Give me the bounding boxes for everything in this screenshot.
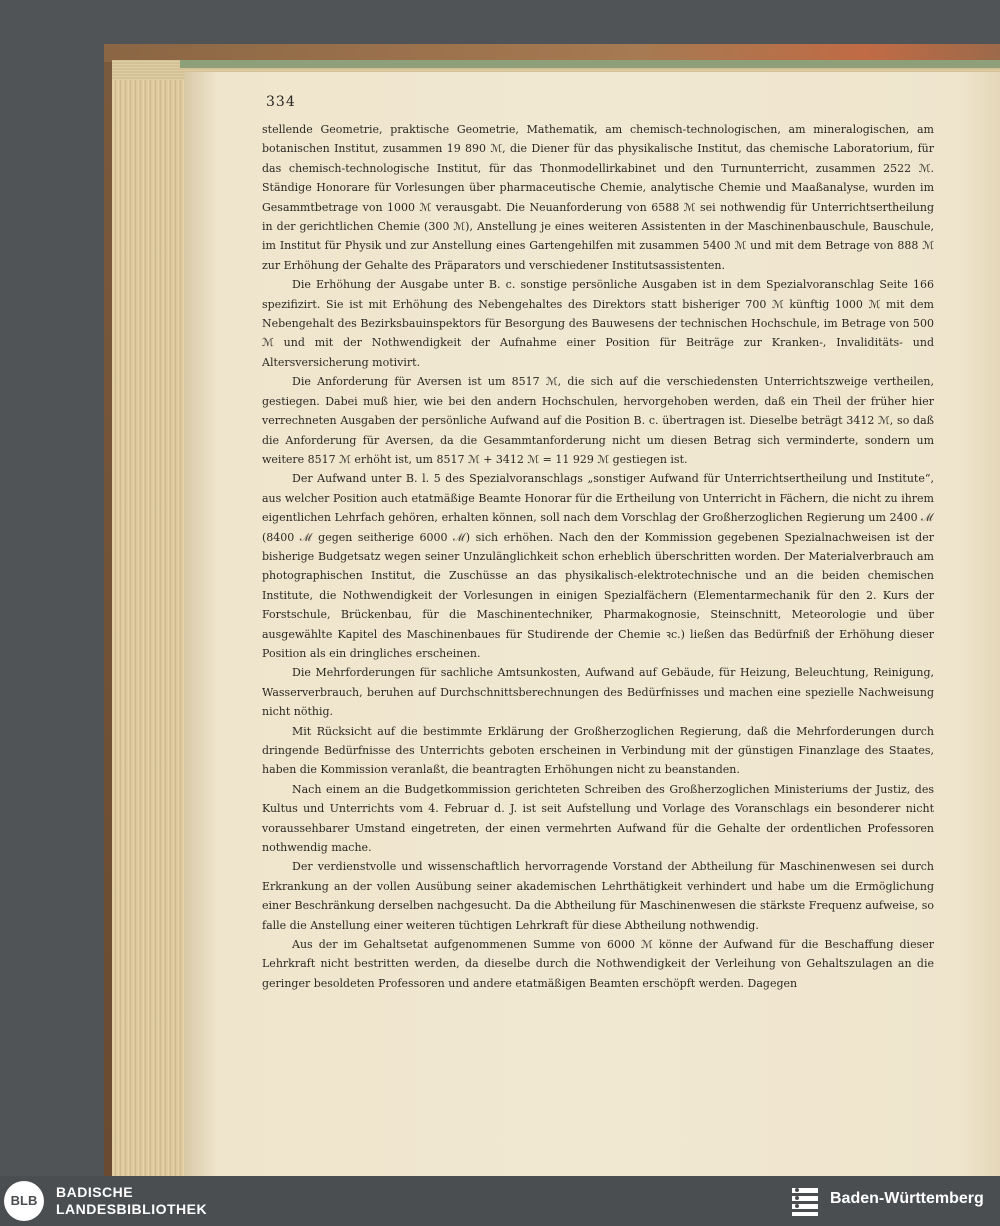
paragraph: Die Erhöhung der Ausgabe unter B. c. sonstige persönliche Ausgaben ist in dem Spezialvoranschlag Seite 166 spezifizirt. Sie ist mit Erhöhung des Nebengehaltes des Direktors statt bisheriger 700 ℳ künftig 1000 ℳ mit dem Nebengehalt des Bezirksbauinspektors für Besorgung des Bauwesens der technischen Hochschule, im Betrage von 500 ℳ und mit der Nothwendigkeit der Aufnahme einer Position für Beiträge zur Kranken-, Invaliditäts- und Altersversicherung motivirt. xyxy=(262,278,934,369)
paragraph: Nach einem an die Budgetkommission gerichteten Schreiben des Großherzoglichen Ministeriums der Justiz, des Kultus und Unterrichts vom 4. Februar d. J. ist seit Aufstellung und Vorlage des Voranschlags ein besonderer nicht voraussehbarer Umstand eingetreten, der einen vermehrten Aufwand für die Gehalte der ordentlichen Professoren nothwendig mache. xyxy=(262,782,934,855)
scanned-page xyxy=(184,72,1000,1176)
page-edges xyxy=(112,60,186,1176)
blb-logo[interactable]: BLB xyxy=(4,1181,44,1221)
paragraph: Mit Rücksicht auf die bestimmte Erklärung der Großherzoglichen Regierung, daß die Mehrforderungen durch dringende Bedürfnisse des Unterrichts geboten erscheinen in Verbindung mit der günstigen Finanzlage des Staates, haben die Kommission veranlaßt, die beantragten Erhöhungen nicht zu beanstanden. xyxy=(262,724,934,777)
state-coat-of-arms-icon xyxy=(790,1184,820,1218)
paragraph: Die Anforderung für Aversen ist um 8517 ℳ, die sich auf die verschiedensten Unterrichtszweige vertheilen, gestiegen. Dabei muß hier, wie bei den andern Hochschulen, hervorgehoben werden, daß ein Theil der früher hier verrechneten Ausgaben der persönliche Aufwand auf die Position B. c. übertragen ist. Dieselbe beträgt 3412 ℳ, so daß die Anforderung für Aversen, da die Gesammtanforderung nicht um diesen Betrag sich verminderte, sondern um weitere 8517 ℳ erhöht ist, um 8517 ℳ + 3412 ℳ = 11 929 ℳ gestiegen ist. xyxy=(262,375,934,466)
page-text xyxy=(262,120,934,993)
paragraph: Die Mehrforderungen für sachliche Amtsunkosten, Aufwand auf Gebäude, für Heizung, Beleuchtung, Reinigung, Wasserverbrauch, beruhen auf Durchschnittsberechnungen des Bedürfnisses und machen eine spezielle Nachweisung nicht nöthig. xyxy=(262,666,934,719)
footer-bar xyxy=(0,1176,1000,1226)
library-name-line1: BADISCHE xyxy=(56,1184,134,1200)
paragraph: Der Aufwand unter B. l. 5 des Spezialvoranschlags „sonstiger Aufwand für Unterrichtsertheilung und Institute“, aus welcher Position auch etatmäßige Beamte Honorar für die Ertheilung von Unterricht in Fächern, die nicht zu ihrem eigentlichen Lehrfach gehören, erhalten können, soll nach dem Vorschlag der Großherzoglichen Regierung um 2400 ℳ (8400 ℳ gegen seitherige 6000 ℳ) sich erhöhen. Nach den der Kommission gegebenen Spezialnachweisen ist der bisherige Budgetsatz wegen seiner Unzulänglichkeit schon erheblich überschritten worden. Der Materialverbrauch am photographischen Institut, die Zuschüsse an das physikalisch-elektrotechnische und an die beiden chemischen Institute, die Nothwendigkeit der Vorlesungen in einigen Spezialfächern (Elementarmechanik für den 2. Kurs der Forstschule, Brückenbau, für die Maschinentechniker, Pharmakognosie, Steinschnitt, Meteorologie und über ausgewählte Kapitel des Maschinenbaues für Studirende der Chemie ꝛc.) ließen das Bedürfniß der Erhöhung dieser Position als ein dringliches erscheinen. xyxy=(262,472,934,660)
state-label[interactable]: Baden-Württemberg xyxy=(830,1190,984,1207)
paragraph: Aus der im Gehaltsetat aufgenommenen Summe von 6000 ℳ könne der Aufwand für die Beschaffung dieser Lehrkraft nicht bestritten werden, da dieselbe durch die Nothwendigkeit der Verleihung von Gehaltszulagen an die geringer besoldeten Professoren und andere etatmäßigen Beamten erschöpft werden. Dagegen xyxy=(262,938,934,990)
paragraph: stellende Geometrie, praktische Geometrie, Mathematik, am chemisch-technologischen, am mineralogischen, am botanischen Institut, zusammen 19 890 ℳ, die Diener für das physikalische Institut, das chemische Laboratorium, für das chemisch-technologische Institut, für das Thonmodellirkabinet und den Turnunterricht, zusammen 2522 ℳ. Ständige Honorare für Vorlesungen über pharmaceutische Chemie, analytische Chemie und Maaßanalyse, wurden im Gesammtbetrage von 1000 ℳ verausgabt. Die Neuanforderung von 6588 ℳ sei nothwendig für Unterrichtsertheilung in der gerichtlichen Chemie (300 ℳ), Anstellung je eines weiteren Assistenten in der Maschinenbauschule, Bauschule, im Institut für Physik und zur Anstellung eines Gartengehilfen mit zusammen 5400 ℳ und mit dem Betrage von 888 ℳ zur Erhöhung der Gehalte des Präparators und verschiedener Institutsassistenten. xyxy=(262,123,934,272)
page-number: 334 xyxy=(266,94,296,110)
library-name[interactable] xyxy=(56,1184,207,1218)
paragraph: Der verdienstvolle und wissenschaftlich hervorragende Vorstand der Abtheilung für Maschinenwesen sei durch Erkrankung an der vollen Ausübung seiner akademischen Lehrthätigkeit verhindert und habe um die Ermöglichung einer Beschränkung derselben nachgesucht. Da die Abtheilung für Maschinenwesen die stärkste Frequenz aufweise, so falle die Anstellung einer weiteren tüchtigen Lehrkraft für diese Abtheilung nothwendig. xyxy=(262,860,934,932)
page-edge-stain xyxy=(180,60,1000,68)
library-name-line2: LANDESBIBLIOTHEK xyxy=(56,1201,208,1217)
